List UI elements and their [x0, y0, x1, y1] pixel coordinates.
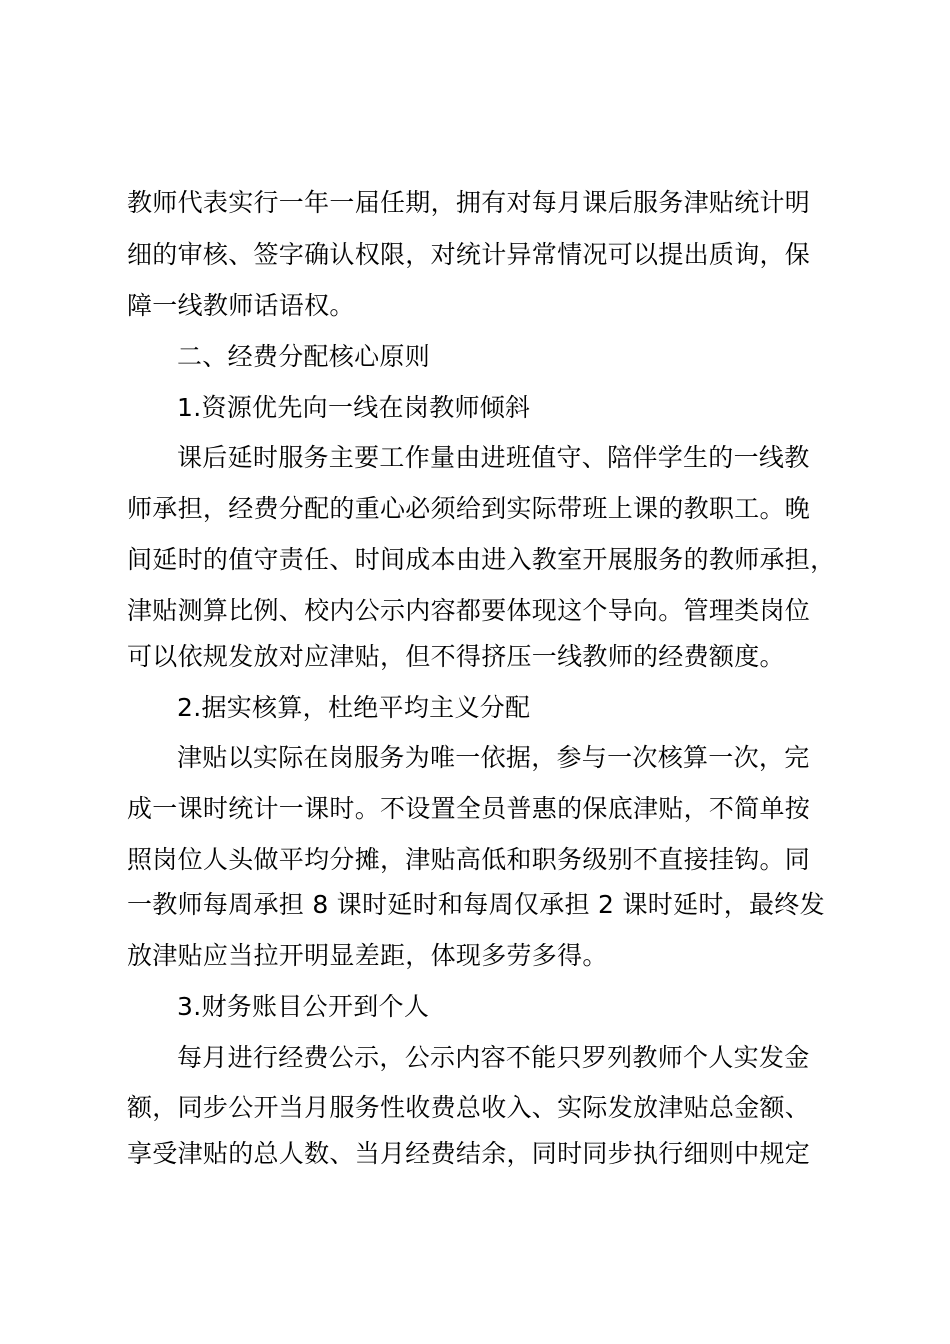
subsection-heading: 3.财务账目公开到个人: [177, 992, 430, 1021]
paragraph-line: 照岗位人头做平均分摊，津贴高低和职务级别不直接挂钩。同: [127, 845, 811, 874]
paragraph-line: 津贴以实际在岗服务为唯一依据，参与一次核算一次，完: [177, 743, 810, 772]
subsection-heading: 1.资源优先向一线在岗教师倾斜: [177, 393, 531, 422]
paragraph-line: 教师代表实行一年一届任期，拥有对每月课后服务津贴统计明: [127, 188, 811, 217]
subsection-heading: 2.据实核算，杜绝平均主义分配: [177, 693, 531, 722]
paragraph-line: 可以依规发放对应津贴，但不得挤压一线教师的经费额度。: [127, 642, 785, 671]
paragraph-line: 一教师每周承担 8 课时延时和每周仅承担 2 课时延时，最终发: [127, 890, 825, 919]
paragraph-line: 障一线教师话语权。: [127, 291, 355, 320]
paragraph-line: 师承担，经费分配的重心必须给到实际带班上课的教职工。晚: [127, 494, 811, 523]
section-heading: 二、经费分配核心原则: [177, 342, 431, 371]
paragraph-line: 津贴测算比例、校内公示内容都要体现这个导向。管理类岗位: [127, 596, 811, 625]
paragraph-line: 每月进行经费公示，公示内容不能只罗列教师个人实发金: [177, 1043, 810, 1072]
paragraph-line: 放津贴应当拉开明显差距，体现多劳多得。: [127, 941, 608, 970]
paragraph-line: 间延时的值守责任、时间成本由进入教室开展服务的教师承担，: [127, 545, 836, 574]
paragraph-line: 成一课时统计一课时。不设置全员普惠的保底津贴，不简单按: [127, 794, 811, 823]
paragraph-line: 细的审核、签字确认权限，对统计异常情况可以提出质询，保: [127, 240, 811, 269]
paragraph-line: 享受津贴的总人数、当月经费结余，同时同步执行细则中规定: [127, 1139, 811, 1168]
paragraph-line: 额，同步公开当月服务性收费总收入、实际发放津贴总金额、: [127, 1093, 811, 1122]
paragraph-line: 课后延时服务主要工作量由进班值守、陪伴学生的一线教: [177, 443, 810, 472]
